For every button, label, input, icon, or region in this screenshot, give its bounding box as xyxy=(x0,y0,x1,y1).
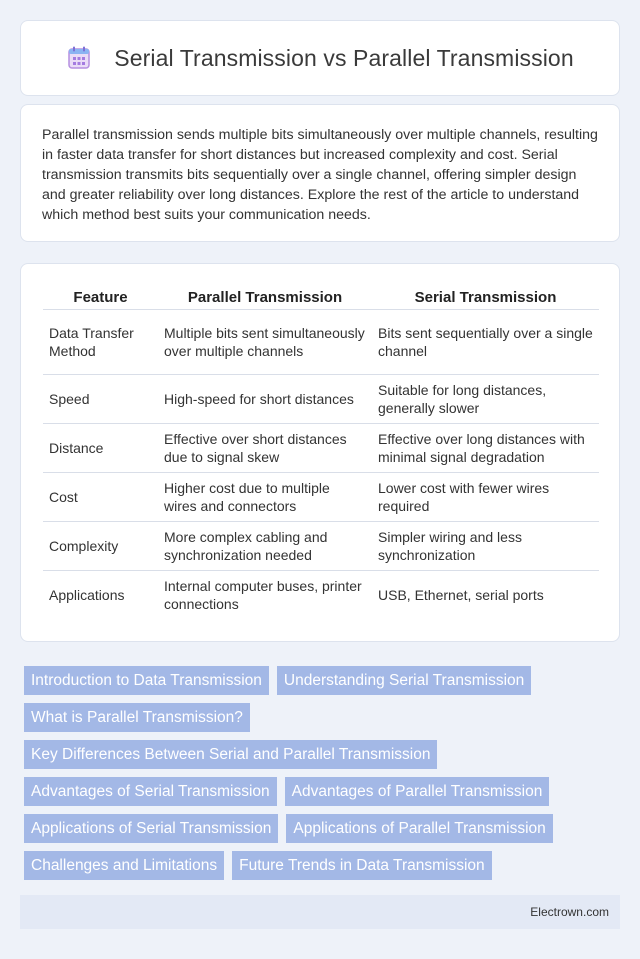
page-title: Serial Transmission vs Parallel Transmission xyxy=(114,44,574,71)
table-row xyxy=(43,374,599,423)
column-header-feature: Feature xyxy=(43,284,158,309)
table-header-row xyxy=(43,284,599,309)
table-cell: Data Transfer Method xyxy=(43,309,158,374)
intro-paragraph: Parallel transmission sends multiple bits simultaneously over multiple channels, resulting in faster data transfer for short distances but increased complexity and cost. Serial transmission transmits bits sequentially over a single channel, offering simpler design and greater reliability over long distances. Explore the rest of the article to understand which method best suits your communication needs. xyxy=(42,127,598,223)
topic-link-future-trends[interactable]: Future Trends in Data Transmission xyxy=(232,851,492,880)
table-row xyxy=(43,570,599,619)
table-cell: Applications xyxy=(49,586,125,603)
intro-card xyxy=(20,104,620,242)
topic-link-understanding-serial[interactable]: Understanding Serial Transmission xyxy=(277,666,531,695)
table-cell: Cost xyxy=(43,472,158,521)
table-cell: Higher cost due to multiple wires and connectors xyxy=(158,472,372,521)
table-cell: Bits sent sequentially over a single channel xyxy=(372,309,599,374)
footer-site-link[interactable]: Electrown.com xyxy=(530,905,609,919)
table-cell: USB, Ethernet, serial ports xyxy=(378,586,544,603)
calendar-grid-icon xyxy=(66,45,92,71)
comparison-table xyxy=(43,284,599,619)
topic-link-what-is-parallel[interactable]: What is Parallel Transmission? xyxy=(24,703,250,732)
table-cell: Lower cost with fewer wires required xyxy=(372,472,599,521)
header-card xyxy=(20,20,620,96)
comparison-table-card xyxy=(20,263,620,642)
table-cell: Complexity xyxy=(43,521,158,570)
table-cell: High-speed for short distances xyxy=(158,374,372,423)
topic-link-introduction[interactable]: Introduction to Data Transmission xyxy=(24,666,269,695)
column-header-parallel: Parallel Transmission xyxy=(158,284,372,309)
table-row xyxy=(43,423,599,472)
topic-link-challenges[interactable]: Challenges and Limitations xyxy=(24,851,224,880)
table-cell: Speed xyxy=(43,374,158,423)
table-row xyxy=(43,521,599,570)
topic-link-applications-serial[interactable]: Applications of Serial Transmission xyxy=(24,814,278,843)
table-cell: Effective over short distances due to signal skew xyxy=(158,423,372,472)
table-cell: More complex cabling and synchronization needed xyxy=(158,521,372,570)
topic-link-key-differences[interactable]: Key Differences Between Serial and Parallel Transmission xyxy=(24,740,437,769)
table-cell: Suitable for long distances, generally slower xyxy=(372,374,599,423)
topic-link-applications-parallel[interactable]: Applications of Parallel Transmission xyxy=(286,814,552,843)
table-row xyxy=(43,309,599,374)
table-cell: Multiple bits sent simultaneously over multiple channels xyxy=(158,309,372,374)
footer xyxy=(20,895,620,929)
table-cell: Effective over long distances with minimal signal degradation xyxy=(372,423,599,472)
table-cell: Simpler wiring and less synchronization xyxy=(372,521,599,570)
table-cell: Internal computer buses, printer connections xyxy=(164,577,362,612)
table-row xyxy=(43,472,599,521)
column-header-serial: Serial Transmission xyxy=(372,284,599,309)
topic-links xyxy=(24,666,616,880)
topic-link-advantages-serial[interactable]: Advantages of Serial Transmission xyxy=(24,777,277,806)
topic-link-advantages-parallel[interactable]: Advantages of Parallel Transmission xyxy=(285,777,550,806)
table-cell: Distance xyxy=(43,423,158,472)
